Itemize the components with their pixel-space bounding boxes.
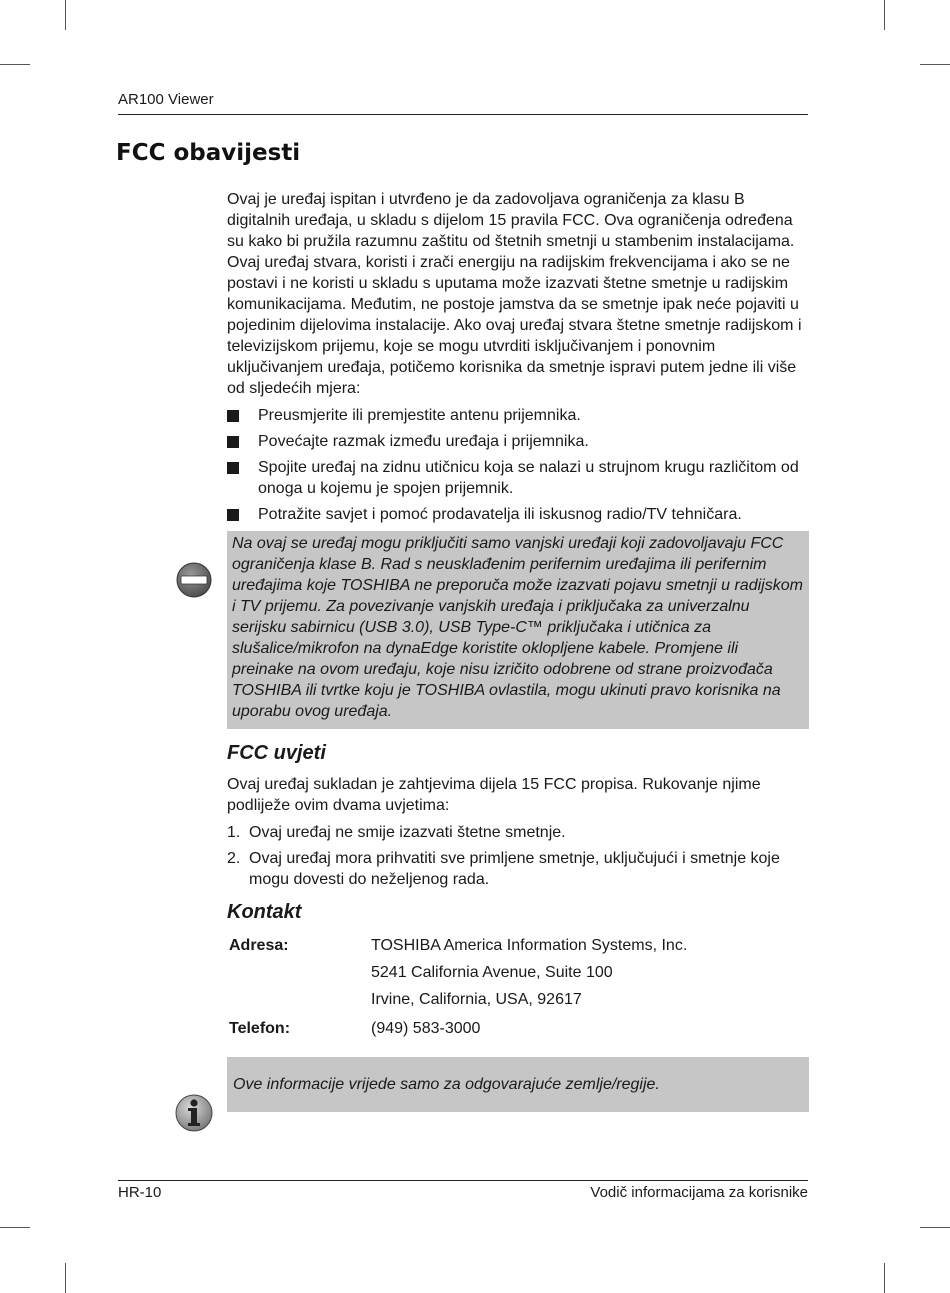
crop-mark [0,1227,30,1228]
fcc-conditions-heading: FCC uvjeti [227,742,326,764]
conditions-list [227,822,809,890]
bullet-square [227,410,239,422]
list-item [227,405,809,426]
list-item-text: Potražite savjet i pomoć prodavatelja ili iskusnog radio/TV tehničara. [258,506,742,523]
address-line: TOSHIBA America Information Systems, Inc. [371,937,688,954]
list-item [227,848,809,890]
phone-label: Telefon: [229,1020,291,1037]
crop-mark [920,1227,950,1228]
list-number: 2. [227,850,241,867]
list-item-text: Preusmjerite ili premjestite antenu prijemnika. [258,407,581,424]
list-item [227,431,809,452]
table-row [227,962,809,989]
list-item-text: Ovaj uređaj ne smije izazvati štetne smetnje. [249,824,566,841]
list-item [227,457,809,499]
info-note [227,1057,809,1112]
page-title: FCC obavijesti [116,140,301,166]
table-row [227,1016,809,1045]
crop-mark [65,1263,66,1293]
list-item [227,504,809,525]
info-icon [175,1094,213,1132]
measures-list [227,405,809,525]
page-number: HR-10 [118,1184,162,1201]
stop-icon [176,562,212,598]
footer-rule [118,1180,808,1181]
phone-number: (949) 583-3000 [371,1020,481,1037]
info-note-text: Ove informacije vrijede samo za odgovarajuće zemlje/regije. [233,1076,660,1093]
contact-table [227,935,809,1045]
crop-mark [884,1263,885,1293]
address-line: 5241 California Avenue, Suite 100 [371,964,613,981]
empty-cell [227,989,371,1016]
bullet-square [227,462,239,474]
list-item-text: Spojite uređaj na zidnu utičnicu koja se nalazi u strujnom krugu različitom od onoga u kojemu je spojen prijemnik. [258,459,799,497]
fcc-conditions-text: Ovaj uređaj sukladan je zahtjevima dijela 15 FCC propisa. Rukovanje njime podliježe ovim dvama uvjetima: [227,776,761,814]
caution-note: Na ovaj se uređaj mogu priključiti samo vanjski uređaji koji zadovoljavaju FCC ograničenja klase B. Rad s neusklađenim perifernim uređajima ili perifernim uređajima koje TOSHIBA ne preporuča može izazvati pojavu smetnji u radijskom i TV prijemu. Za povezivanje vanjskih uređaja i priključaka za univerzalnu serijsku sabirnicu (USB 3.0), USB Type-C™ priključaka i utičnica za slušalice/mikrofon na dynaEdge koristite oklopljene kabele. Promjene ili preinake na ovom uređaju, koje nisu izričito odobrene od strane proizvođača TOSHIBA ili tvrtke koju je TOSHIBA ovlastila, mogu ukinuti pravo korisnika na uporabu ovog uređaja. [227,531,809,729]
crop-mark [0,64,30,65]
header-rule [118,114,808,115]
table-row [227,989,809,1016]
list-item [227,822,809,843]
list-number: 1. [227,824,241,841]
list-item-text: Povećajte razmak između uređaja i prijemnika. [258,433,589,450]
bullet-square [227,436,239,448]
address-line: Irvine, California, USA, 92617 [371,991,582,1008]
intro-paragraph: Ovaj je uređaj ispitan i utvrđeno je da zadovoljava ograničenja za klasu B digitalnih uređaja, u skladu s dijelom 15 pravila FCC. Ova ograničenja određena su kako bi pružila razumnu zaštitu od štetnih smetnji u stambenim instalacijama. Ovaj uređaj stvara, koristi i zrači energiju na radijskim frekvencijama i ako se ne postavi i ne koristi u skladu s uputama može izazvati štetne smetnje u radijskim komunikacijama. Međutim, ne postoje jamstva da se smetnje ipak neće pojaviti u pojedinim dijelovima instalacije. Ako ovaj uređaj stvara štetne smetnje radijskom i televizijskom prijemu, koje se mogu utvrditi isključivanjem i ponovnim uključivanjem uređaja, potičemo korisnika da smetnje ispravi putem jedne ili više od sljedećih mjera: [227,191,802,397]
crop-mark [65,0,66,30]
address-label: Adresa: [229,937,289,954]
table-row [227,935,809,962]
main-content [227,189,809,1112]
contact-heading: Kontakt [227,901,302,923]
guide-title: Vodič informacijama za korisnike [590,1184,808,1201]
empty-cell [227,962,371,989]
crop-mark [920,64,950,65]
running-header: AR100 Viewer [118,91,214,108]
bullet-square [227,509,239,521]
crop-mark [884,0,885,30]
list-item-text: Ovaj uređaj mora prihvatiti sve primljene smetnje, uključujući i smetnje koje mogu dovesti do neželjenog rada. [249,850,780,888]
